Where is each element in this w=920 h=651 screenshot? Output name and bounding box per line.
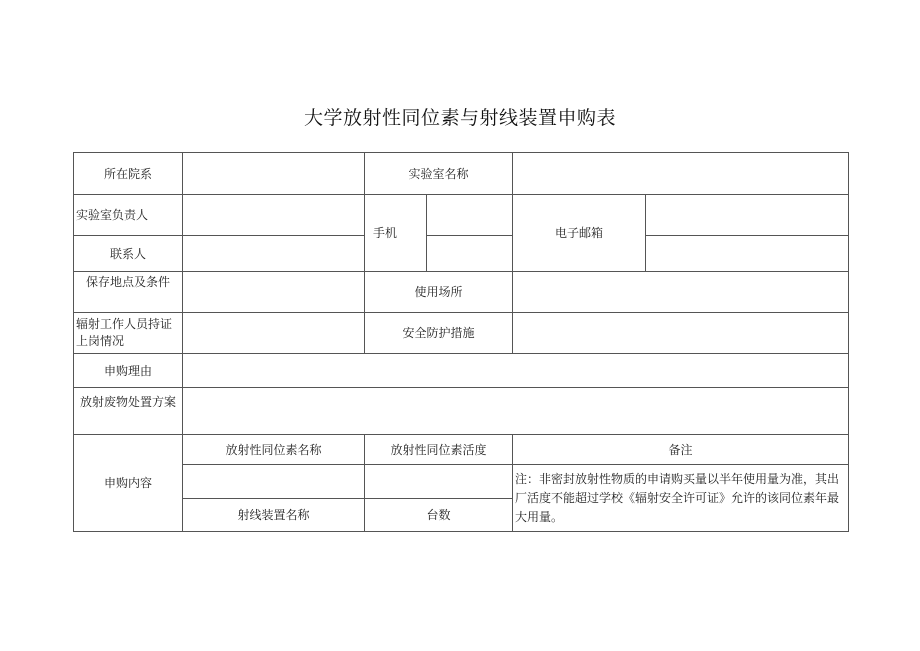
content-label: 申购内容: [103, 476, 152, 490]
isotope-activity-field[interactable]: [365, 465, 512, 498]
device-name-header: 射线装置名称: [237, 508, 310, 522]
safety-label: 安全防护措施: [402, 326, 475, 340]
remarks-note: 注：非密封放射性物质的申请购买量以半年使用量为准，其出厂活度不能超过学校《辐射安全许可证》允许的该同位素年最大用量。: [515, 471, 840, 524]
waste-label: 放射废物处置方案: [79, 395, 176, 409]
staff-cert-label: 辐射工作人员持证上岗情况: [76, 317, 173, 348]
remarks-header: 备注: [668, 442, 693, 457]
reason-field[interactable]: [183, 354, 848, 387]
safety-field[interactable]: [513, 313, 848, 353]
phone-label: 手机: [373, 226, 398, 240]
form-title: 大学放射性同位素与射线装置申购表: [303, 107, 616, 129]
isotope-activity-header: 放射性同位素活度: [390, 442, 487, 457]
dept-label: 所在院系: [103, 166, 152, 181]
storage-label: 保存地点及条件: [85, 275, 170, 289]
usage-place-label: 使用场所: [414, 285, 463, 299]
waste-field[interactable]: [183, 388, 848, 434]
contact-field[interactable]: [183, 236, 364, 271]
email-label: 电子邮箱: [554, 226, 603, 240]
quantity-header: 台数: [426, 508, 451, 522]
isotope-name-header: 放射性同位素名称: [225, 442, 322, 457]
contact-phone-field[interactable]: [427, 236, 512, 271]
lab-head-field[interactable]: [183, 195, 364, 235]
usage-place-field[interactable]: [513, 272, 848, 312]
lab-name-label: 实验室名称: [408, 166, 469, 181]
dept-field[interactable]: [183, 153, 364, 194]
contact-email-field[interactable]: [646, 236, 848, 271]
isotope-name-field[interactable]: [183, 465, 364, 498]
lab-head-phone-field[interactable]: [427, 195, 512, 235]
staff-cert-field[interactable]: [183, 313, 364, 353]
lab-head-email-field[interactable]: [646, 195, 848, 235]
reason-label: 申购理由: [103, 363, 152, 378]
lab-head-label: 实验室负责人: [76, 208, 149, 222]
lab-name-field[interactable]: [513, 153, 848, 194]
contact-label: 联系人: [109, 246, 146, 261]
storage-field[interactable]: [183, 272, 364, 312]
